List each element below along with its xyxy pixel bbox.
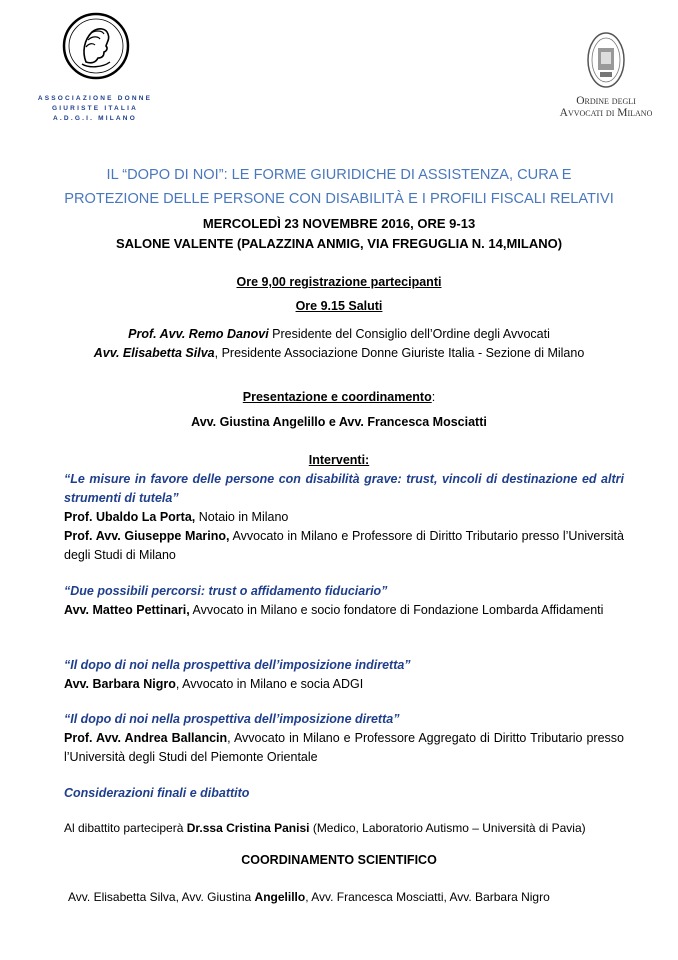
talk-title: “Il dopo di noi nella prospettiva dell’imposizione indiretta” — [64, 658, 411, 672]
event-venue: SALONE VALENTE (PALAZZINA ANMIG, VIA FREGUGLIA N. 14,MILANO) — [115, 236, 563, 251]
speaker-desc: , Avvocato in Milano e Professore Aggregato di Diritto Tributario presso l’Università degli Studi del Piemonte Orientale — [64, 731, 624, 764]
talk-speaker — [64, 508, 624, 527]
saluti-speaker-2 — [0, 346, 678, 360]
speaker-name: Avv. Barbara Nigro — [64, 677, 176, 691]
talk-speaker — [64, 527, 624, 565]
considerazioni-label: Considerazioni finali e dibattito — [64, 786, 250, 800]
talk-title: “Il dopo di noi nella prospettiva dell’imposizione diretta” — [64, 712, 400, 726]
speaker-name: Prof. Avv. Andrea Ballancin — [64, 731, 228, 745]
ordine-line2: Avvocati di Milano — [559, 107, 653, 119]
speaker-desc: Notaio in Milano — [195, 510, 289, 524]
talk-title: “Le misure in favore delle persone con disabilità grave: trust, vincoli di destinazione ed altri strumenti di tutela” — [64, 472, 624, 505]
talk-4 — [64, 710, 624, 767]
coordinamento-bold: Angelillo — [254, 890, 306, 904]
event-title — [30, 163, 648, 211]
ordine-line1: Ordine degli — [576, 95, 636, 107]
coordinamento-post: , Avv. Francesca Mosciatti, Avv. Barbara Nigro — [305, 890, 550, 904]
speaker-name: Avv. Elisabetta Silva — [93, 346, 215, 360]
speaker-role: , Presidente Associazione Donne Giuriste Italia - Sezione di Milano — [214, 346, 585, 360]
dibattito-pre: Al dibattito parteciperà — [64, 821, 187, 835]
speaker-name: Prof. Avv. Giuseppe Marino, — [64, 529, 230, 543]
talk-speaker — [64, 675, 624, 694]
talk-speaker — [64, 601, 624, 620]
registration-time: Ore 9,00 registrazione partecipanti — [236, 275, 442, 289]
interventi-heading: Interventi: — [308, 453, 370, 467]
presentazione-heading — [0, 390, 678, 404]
ordine-seal-logo — [586, 30, 626, 90]
greetings-time: Ore 9.15 Saluti — [295, 299, 383, 313]
speaker-name: Prof. Ubaldo La Porta, — [64, 510, 196, 524]
ordine-name — [546, 95, 666, 119]
talk-2 — [64, 582, 624, 620]
assoc-line1: ASSOCIAZIONE DONNE — [37, 95, 153, 102]
presentazione-label: Presentazione e coordinamento — [242, 390, 432, 404]
speaker-desc: Avvocato in Milano e socio fondatore di Fondazione Lombarda Affidamenti — [189, 603, 604, 617]
talk-speaker — [64, 729, 624, 767]
dibattito-name: Dr.ssa Cristina Panisi — [186, 821, 310, 835]
speaker-desc: , Avvocato in Milano e socia ADGI — [175, 677, 364, 691]
presentazione-people: Avv. Giustina Angelillo e Avv. Francesca Mosciatti — [191, 415, 487, 429]
title-line1: IL “DOPO DI NOI”: LE FORME GIURIDICHE DI ASSISTENZA, CURA E — [106, 167, 572, 183]
talk-3 — [64, 656, 624, 694]
talk-title: “Due possibili percorsi: trust o affidamento fiduciario” — [64, 584, 388, 598]
event-date: MERCOLEDÌ 23 NOVEMBRE 2016, ORE 9-13 — [202, 216, 476, 231]
assoc-name — [20, 94, 170, 124]
considerazioni-finali — [64, 784, 624, 803]
title-line2: PROTEZIONE DELLE PERSONE CON DISABILITÀ E I PROFILI FISCALI RELATIVI — [64, 191, 614, 207]
assoc-line2: GIURISTE ITALIA — [52, 105, 138, 112]
speaker-name: Avv. Matteo Pettinari, — [64, 603, 190, 617]
talk-1 — [64, 470, 624, 565]
speaker-desc: Avvocato in Milano e Professore di Diritto Tributario presso l’Università degli Studi di Milano — [64, 529, 624, 562]
speaker-name: Prof. Avv. Remo Danovi — [128, 327, 269, 341]
coordinamento-people — [68, 888, 628, 907]
adgi-logo — [62, 12, 130, 80]
assoc-line3: A.D.G.I. MILANO — [53, 115, 137, 122]
coordinamento-pre: Avv. Elisabetta Silva, Avv. Giustina — [68, 890, 255, 904]
presentazione-colon: : — [431, 390, 436, 404]
dibattito-line — [64, 819, 624, 838]
speaker-role: Presidente del Consiglio dell’Ordine degli Avvocati — [268, 327, 550, 341]
coordinamento-heading: COORDINAMENTO SCIENTIFICO — [241, 853, 437, 867]
dibattito-post: (Medico, Laboratorio Autismo – Università di Pavia) — [309, 821, 586, 835]
saluti-speaker-1 — [0, 327, 678, 341]
